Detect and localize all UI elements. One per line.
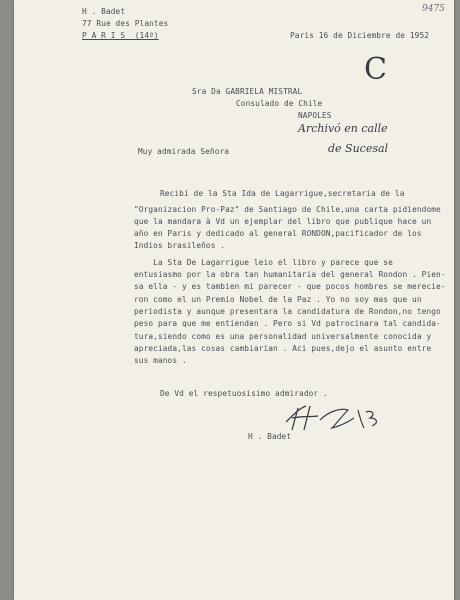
body-line-8: sa ella - y es tambien mi parecer - que pocos hombres se merecie-	[134, 282, 446, 291]
body-line-11: peso para que me entiendan . Pero si Vd patrocinara tal candida-	[134, 319, 441, 328]
sender-name: H . Badet	[82, 7, 126, 16]
body-line-9: ron como el un Premio Nobel de la Paz . Yo no soy mas que un	[134, 295, 422, 304]
archive-number: 9475	[422, 4, 445, 14]
handwritten-note-line1: Archivó en calle	[298, 122, 388, 135]
body-line-10: periodista y aunque presentara la candidatura de Rondon,no tengo	[134, 307, 441, 316]
body-line-5: Indios brasileños .	[134, 241, 226, 250]
body-line-6: La Sta De Lagarrigue leio el libro y parece que se	[134, 258, 393, 267]
recipient-name: Sra Da GABRIELA MISTRAL	[192, 87, 303, 96]
signature-printed: H . Badet	[248, 432, 292, 441]
body-line-12: tura,siendo como es una personalidad universalmente conocida y	[134, 332, 432, 341]
sender-city: P A R I S (14º)	[82, 31, 159, 40]
handwritten-mark: C	[364, 52, 387, 87]
body-line-13: apreciada,las cosas cambiarian . Aci pues,dejo el asunto entre	[134, 344, 432, 353]
letter-page	[14, 0, 454, 600]
handwritten-note-line2: de Sucesal	[328, 142, 389, 155]
letter-date: Paris 16 de Diciembre de 1952	[290, 31, 430, 40]
body-line-7: entusiasmo por la obra tan humanitaria del general Rondon . Pien-	[134, 270, 446, 279]
body-line-1: Recibí de la Sta Ida de Lagarrigue,secretaria de la	[160, 189, 405, 198]
body-line-14: sus manos .	[134, 356, 187, 365]
sender-street: 77 Rue des Plantes	[82, 19, 169, 28]
salutation: Muy admirada Señora	[138, 147, 230, 156]
closing-line: De Vd el respetuosisimo admirador .	[160, 389, 328, 398]
body-line-2: "Organizacion Pro-Paz" de Santiago de Chile,una carta pidiendome	[134, 205, 441, 214]
handwritten-signature	[276, 400, 392, 436]
recipient-city: NAPOLES	[298, 111, 332, 120]
body-line-4: año en Paris y dedicado al general RONDON,pacificador de los	[134, 229, 422, 238]
body-line-3: que la mandara à Vd un ejemplar del libro que publique hace un	[134, 217, 432, 226]
recipient-office: Consulado de Chile	[236, 99, 323, 108]
